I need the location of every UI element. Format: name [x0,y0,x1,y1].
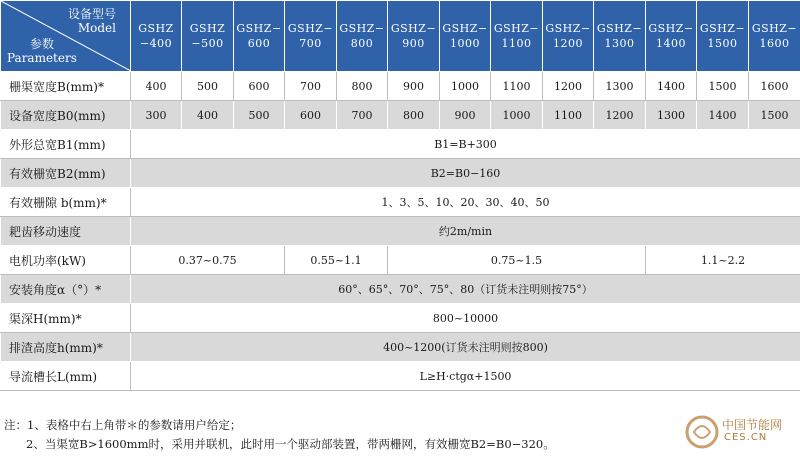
table-cell: B1=B+300 [131,130,800,159]
table-cell: 400~1200(订货未注明则按800) [131,333,800,362]
row-equipment-width [1,101,800,130]
row-label: 安装角度α（°）* [1,275,131,304]
model-header-400: GSHZ −400 [131,1,182,72]
row-discharge-height [1,333,800,362]
table-cell: 1000 [491,101,543,130]
row-rake-speed [1,217,800,246]
table-cell: 700 [285,72,337,101]
row-label: 外形总宽B1(mm) [1,130,131,159]
row-label: 导流槽长L(mm) [1,362,131,391]
parameter-label-en: Parameters [7,51,77,65]
row-channel-depth [1,304,800,333]
watermark-emblem-icon [684,414,720,450]
table-cell: 0.75~1.5 [388,246,646,275]
row-label: 设备宽度B0(mm) [1,101,131,130]
table-notes [4,416,555,454]
table-cell: 60°、65°、70°、75°、80（订货未注明则按75°） [131,275,800,304]
table-cell: 1100 [543,101,594,130]
table-cell: 600 [285,101,337,130]
table-cell: 1100 [491,72,543,101]
row-label: 有效栅隙 b(mm)* [1,188,131,217]
table-cell: 1、3、5、10、20、30、40、50 [131,188,800,217]
parameter-label-cn: 参数 [29,37,54,51]
model-header-1000: GSHZ− 1000 [440,1,491,72]
table-cell: 1.1~2.2 [646,246,800,275]
table-cell: 800 [337,72,388,101]
header-corner-cell [1,1,131,72]
model-header-600: GSHZ− 600 [234,1,285,72]
table-cell: 900 [388,72,440,101]
table-cell: 约2m/min [131,217,800,246]
table-cell: 0.37~0.75 [131,246,285,275]
table-cell: 1600 [749,72,800,101]
watermark-text-cn: 中国节能网 [722,418,783,432]
table-cell: 1400 [646,72,697,101]
model-header-1500: GSHZ− 1500 [697,1,749,72]
watermark-logo [684,414,796,450]
row-outer-width [1,130,800,159]
table-cell: 1200 [543,72,594,101]
header-row [1,1,800,72]
note-line-1: 注：1、表格中右上角带＊的参数请用户给定； [4,418,242,432]
row-label: 电机功率(kW) [1,246,131,275]
row-effective-width [1,159,800,188]
row-label: 排渣高度h(mm)* [1,333,131,362]
model-header-700: GSHZ− 700 [285,1,337,72]
row-label: 有效栅宽B2(mm) [1,159,131,188]
model-header-1600: GSHZ− 1600 [749,1,800,72]
model-header-900: GSHZ− 900 [388,1,440,72]
row-grate-width [1,72,800,101]
table-cell: 1500 [749,101,800,130]
row-guide-trough-length [1,362,800,391]
row-effective-gap [1,188,800,217]
table-cell: 1400 [697,101,749,130]
table-cell: 800 [388,101,440,130]
table-cell: 0.55~1.1 [285,246,388,275]
model-header-1400: GSHZ− 1400 [646,1,697,72]
table-cell: 1300 [594,72,646,101]
row-label: 渠深H(mm)* [1,304,131,333]
model-header-500: GSHZ −500 [182,1,234,72]
row-label: 栅渠宽度B(mm)* [1,72,131,101]
row-label: 耙齿移动速度 [1,217,131,246]
table-cell: 500 [182,72,234,101]
table-cell: 300 [131,101,182,130]
table-cell: 700 [337,101,388,130]
model-label-cn: 设备型号 [67,7,116,21]
table-cell: B2=B0−160 [131,159,800,188]
model-header-1100: GSHZ− 1100 [491,1,543,72]
table-cell: 400 [131,72,182,101]
table-cell: 1500 [697,72,749,101]
table-cell: 600 [234,72,285,101]
model-header-1300: GSHZ− 1300 [594,1,646,72]
model-header-800: GSHZ− 800 [337,1,388,72]
row-motor-power [1,246,800,275]
table-cell: 400 [182,101,234,130]
model-label-en: Model [77,21,116,35]
note-line-2: 2、当渠宽B>1600mm时，采用并联机，此时用一个驱动部装置，带两栅网，有效栅宽B2=B0−320。 [26,437,555,451]
table-cell: L≥H·ctgα+1500 [131,362,800,391]
model-header-1200: GSHZ− 1200 [543,1,594,72]
table-cell: 1000 [440,72,491,101]
table-cell: 1200 [594,101,646,130]
table-cell: 1300 [646,101,697,130]
table-cell: 800~10000 [131,304,800,333]
table-cell: 900 [440,101,491,130]
watermark-text-en: CES.CN [724,432,768,443]
row-install-angle [1,275,800,304]
table-cell: 500 [234,101,285,130]
